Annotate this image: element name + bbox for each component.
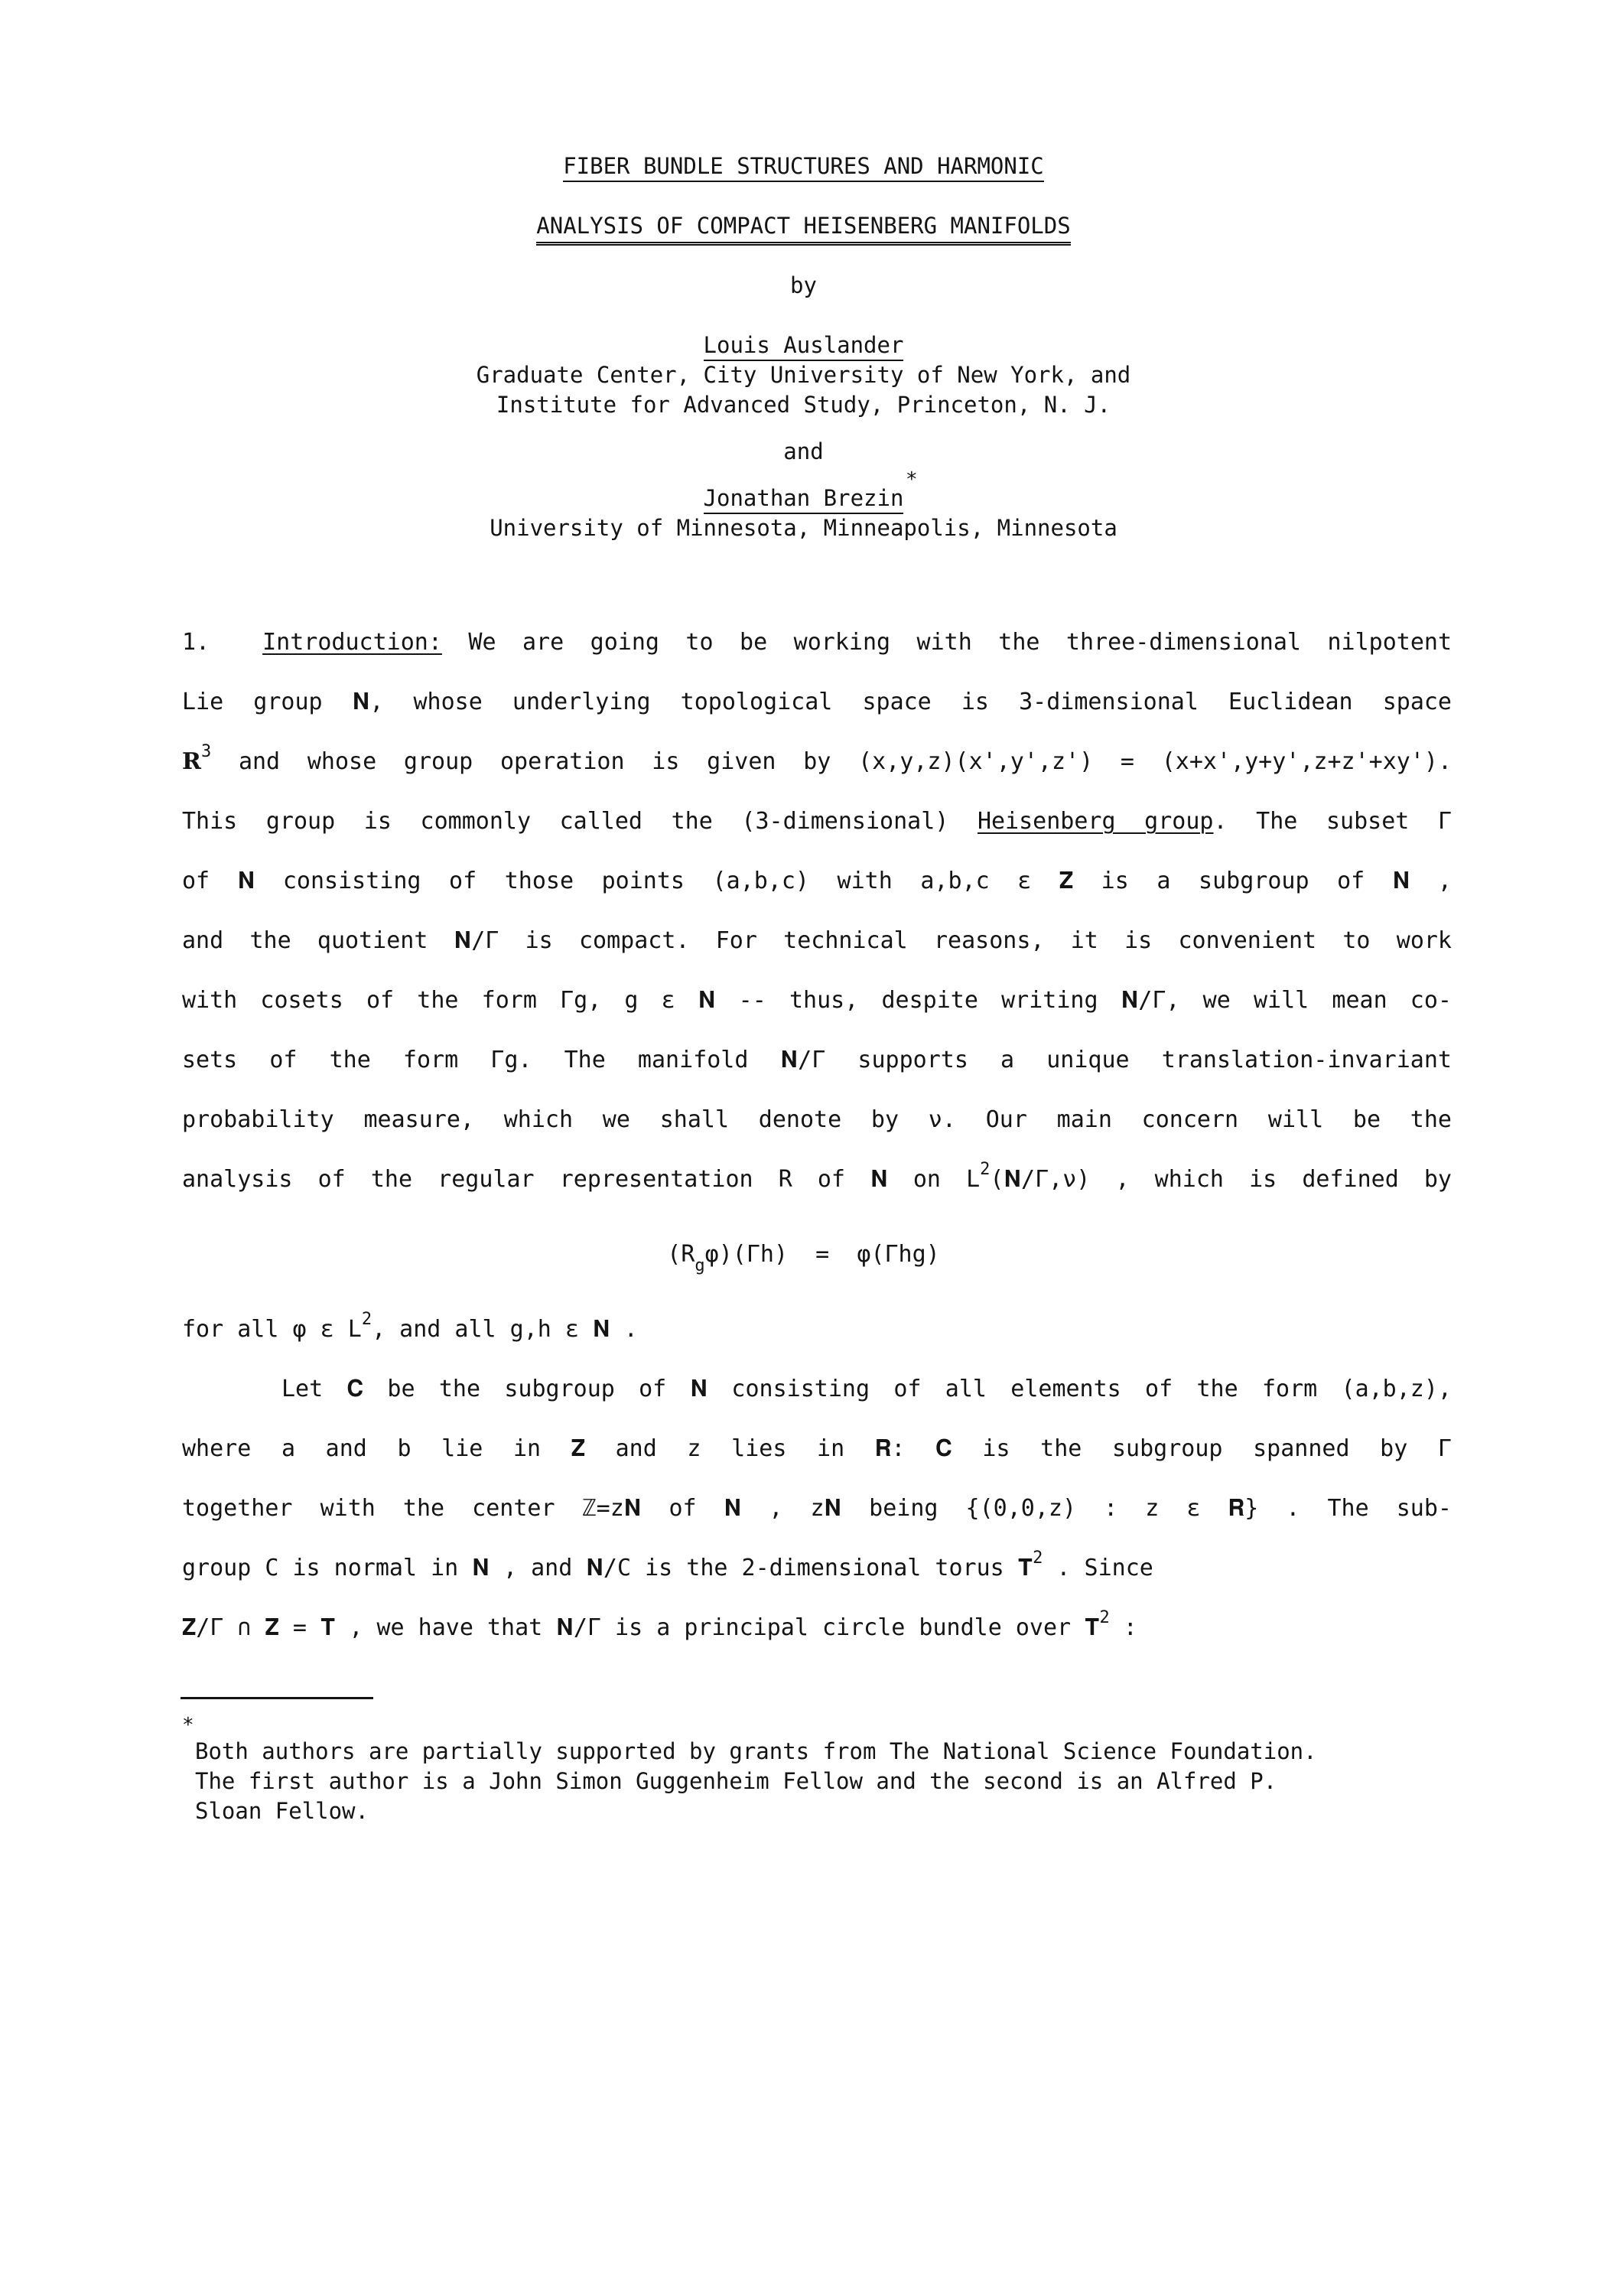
body-line-3: 𝐑$^3$ and whose group operation is given by (x,y,z)(x',y',z') = (x+x',y+y',z+z'+xy'). [182,742,1452,775]
section-heading: Introduction: [262,629,442,656]
author2-footnote-mark: * [906,468,918,491]
title-line-1: FIBER BUNDLE STRUCTURES AND HARMONIC [0,153,1607,179]
by-line: by [790,272,817,298]
body-line-8: sets of the form Γg. The manifold 𝐍/Γ supports a unique translation-invariant [182,1047,1452,1073]
display-equation: $(R_g\varphi)(\Gamma h) = \varphi(\Gamma hg)$ [667,1241,940,1275]
heisenberg-group-term: Heisenberg group [977,808,1214,835]
body-line-16: 𝐙/Γ ∩ 𝐙 = 𝐓 , we have that 𝐍/Γ is a principal circle bundle over 𝐓$^2$ : [182,1608,1137,1641]
body-line-12: Let 𝐂 be the subgroup of 𝐍 consisting of all elements of the form (a,b,z), [281,1376,1452,1402]
body-line-6: and the quotient 𝐍/Γ is compact. For technical reasons, it is convenient to work [182,927,1452,954]
body-line-4: This group is commonly called the (3-dimensional) Heisenberg group. The subset Γ [182,808,1452,835]
footnote-line-2: The first author is a John Simon Guggenheim Fellow and the second is an Alfred P. [195,1768,1277,1794]
author2-name: Jonathan Brezin [0,485,1607,511]
footnote-line-1: Both authors are partially supported by grants from The National Science Foundation. [195,1738,1317,1764]
body-line-15: group C is normal in 𝐍 , and 𝐍/C is the 2-dimensional torus 𝐓$^2$ . Since [182,1549,1153,1581]
and-line: and [783,438,824,464]
author2-affiliation: University of Minnesota, Minneapolis, Minnesota [490,515,1117,541]
body-line-7: with cosets of the form Γg, g ε 𝐍 -- thus, despite writing 𝐍/Γ, we will mean co- [182,987,1452,1014]
footnote-rule [181,1697,373,1699]
body-line-2: Lie group 𝐍, whose underlying topological space is 3-dimensional Euclidean space [182,689,1452,715]
body-line-14: together with the center ℤ=z𝐍 of 𝐍 , z𝐍 being {(0,0,z) : z ε 𝐑} . The sub- [182,1495,1452,1522]
body-line-9: probability measure, which we shall denote by ν. Our main concern will be the [182,1106,1452,1133]
footnote-line-3: Sloan Fellow. [195,1798,369,1824]
body-line-10: analysis of the regular representation R of 𝐍 on $L^2(𝐍/\Gamma,\nu)$ , which is defined by [182,1160,1452,1193]
body-line-5: of 𝐍 consisting of those points (a,b,c) with a,b,c ε 𝐙 is a subgroup of 𝐍 , [182,868,1452,894]
body-line-13: where a and b lie in 𝐙 and z lies in 𝐑: 𝐂 is the subgroup spanned by Γ [182,1435,1452,1462]
body-line-1: 1. Introduction: We are going to be working with the three-dimensional nilpotent [182,629,1452,656]
author1-affiliation-2: Institute for Advanced Study, Princeton, N. J. [496,392,1111,418]
body-line-11: for all φ ε $L^2$, and all g,h ε 𝐍 . [182,1310,638,1343]
footnote-mark: * [182,1714,194,1737]
author1-affiliation-1: Graduate Center, City University of New York, and [476,362,1131,388]
title-line-2: ANALYSIS OF COMPACT HEISENBERG MANIFOLDS [0,213,1607,239]
author1-name: Louis Auslander [0,332,1607,358]
